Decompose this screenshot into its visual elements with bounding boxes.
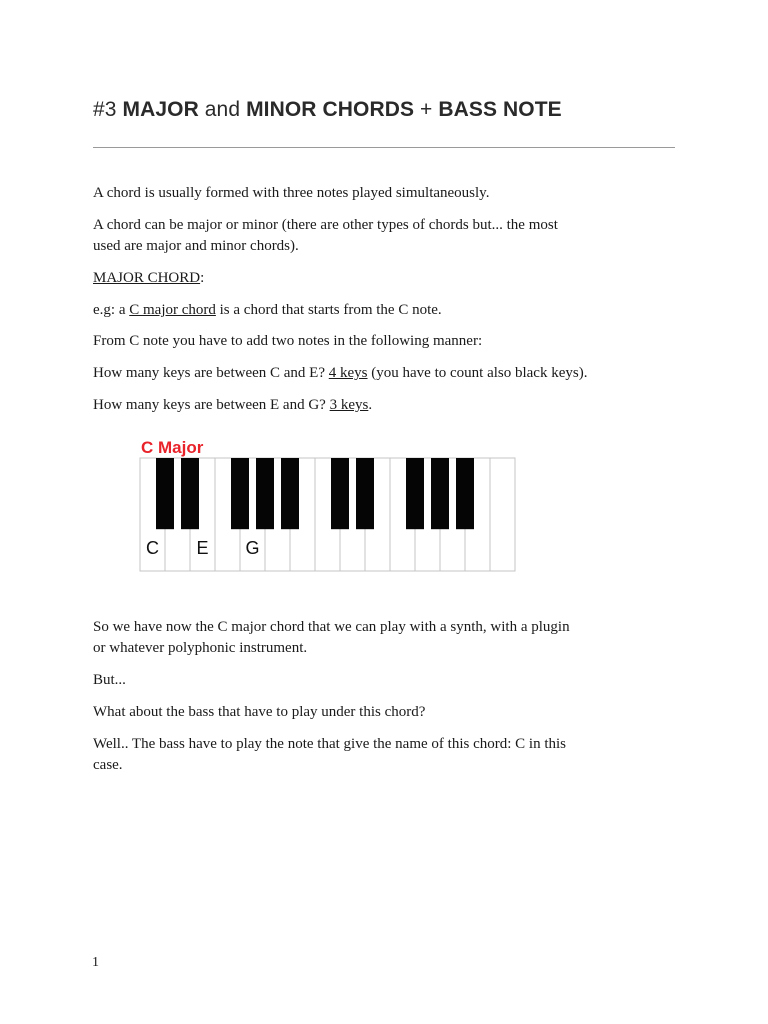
black-key (406, 458, 424, 529)
page-number: 1 (92, 955, 99, 970)
paragraph-but: But... (93, 672, 126, 688)
title-plus: + (414, 98, 439, 121)
title-bass-note: BASS NOTE (438, 98, 562, 121)
note-label-g: G (245, 538, 260, 558)
paragraph-what-about-bass: What about the bass that have to play under this chord? (93, 704, 426, 720)
title-number: #3 (93, 98, 123, 121)
page-title (93, 98, 693, 122)
paragraph-e-to-g: How many keys are between E and G? 3 keys. (93, 397, 373, 413)
paragraph-c-major-synth: So we have now the C major chord that we can play with a synth, with a plugin or whatever polyphonic instrument. (93, 619, 570, 656)
paragraph-c-to-e: How many keys are between C and E? 4 keys (you have to count also black keys). (93, 365, 588, 381)
major-chord-heading: MAJOR CHORD: (93, 270, 205, 286)
note-label-e: E (196, 538, 209, 558)
three-keys-underlined: 3 keys (329, 397, 369, 413)
white-key (490, 458, 515, 571)
black-key (356, 458, 374, 529)
title-minor-chords: MINOR CHORDS (246, 98, 415, 121)
black-key (456, 458, 474, 529)
c-major-keyboard-figure (137, 434, 517, 574)
black-key (256, 458, 274, 529)
black-key (156, 458, 174, 529)
paragraph-from-c: From C note you have to add two notes in the following manner: (93, 333, 483, 349)
black-key (431, 458, 449, 529)
keyboard-label-c-major: C Major (141, 438, 204, 457)
paragraph-chord-definition: A chord is usually formed with three notes played simultaneously. (93, 185, 490, 201)
four-keys-underlined: 4 keys (328, 365, 368, 381)
paragraph-bass-note: Well.. The bass have to play the note that give the name of this chord: C in this case. (93, 736, 566, 773)
black-key (281, 458, 299, 529)
c-major-chord-underlined: C major chord (129, 302, 216, 318)
note-label-c: C (146, 538, 159, 558)
black-key (231, 458, 249, 529)
title-and: and (198, 98, 247, 121)
black-key (331, 458, 349, 529)
title-major: MAJOR (122, 98, 199, 121)
paragraph-example: e.g: a C major chord is a chord that starts from the C note. (93, 302, 442, 318)
black-key (181, 458, 199, 529)
title-divider (93, 147, 675, 148)
paragraph-major-minor: A chord can be major or minor (there are other types of chords but... the most used are major and minor chords). (93, 217, 558, 254)
